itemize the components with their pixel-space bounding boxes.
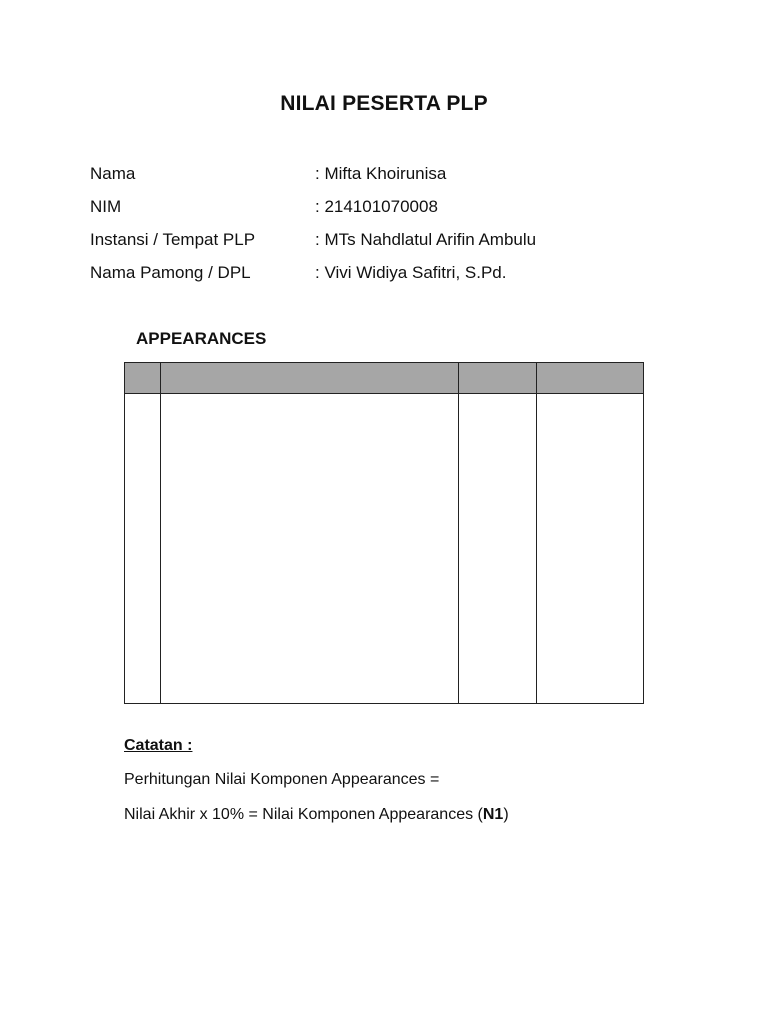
section-heading: APPEARANCES — [136, 329, 267, 348]
info-label: NIM — [90, 197, 122, 216]
formula-n1-label: N1 — [482, 806, 504, 823]
notes-line-formula-intro: Perhitungan Nilai Komponen Appearances = — [124, 771, 440, 788]
info-row-nama — [90, 164, 650, 188]
grade-table — [124, 362, 644, 704]
info-value: : Mifta Khoirunisa — [315, 164, 447, 183]
info-value: : MTs Nahdlatul Arifin Ambulu — [315, 230, 537, 249]
info-label: Nama Pamong / DPL — [90, 263, 251, 282]
notes-heading: Catatan : — [124, 737, 193, 754]
info-value: : Vivi Widiya Safitri, S.Pd. — [315, 263, 507, 282]
info-label: Instansi / Tempat PLP — [90, 230, 256, 249]
notes-line-formula — [124, 806, 509, 824]
info-label: Nama — [90, 164, 136, 183]
page-title: NILAI PESERTA PLP — [280, 92, 488, 115]
info-row-instansi — [90, 230, 650, 254]
formula-text: Nilai Akhir x 10% = Nilai Komponen Appearances ( — [124, 806, 483, 823]
info-row-nim — [90, 197, 650, 221]
formula-close: ) — [503, 806, 509, 823]
info-row-pamong — [90, 263, 650, 287]
column-divider — [160, 363, 161, 703]
table-header-row — [125, 363, 643, 394]
info-value: : 214101070008 — [315, 197, 438, 216]
column-divider — [536, 363, 537, 703]
column-divider — [458, 363, 459, 703]
